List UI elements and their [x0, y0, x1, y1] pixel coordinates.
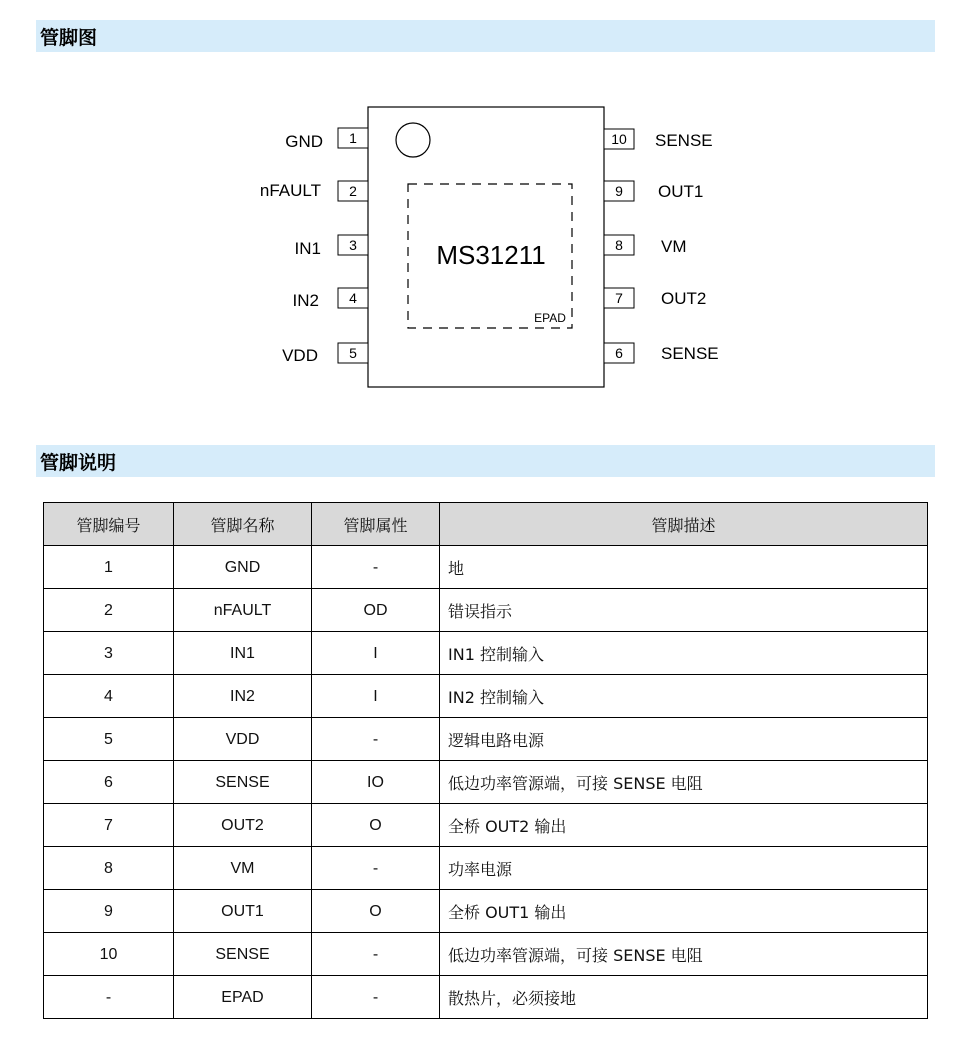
cell-desc: IN1 控制输入 [440, 632, 928, 675]
right-pin-6 [604, 343, 719, 363]
header-pin-desc: 管脚描述 [440, 503, 928, 546]
header-pin-name: 管脚名称 [174, 503, 312, 546]
cell-desc: 逻辑电路电源 [440, 718, 928, 761]
pin-label: SENSE [655, 131, 713, 150]
table-row [44, 675, 928, 718]
cell-attr: I [373, 688, 378, 705]
table-row [44, 546, 928, 589]
pin-label: VM [661, 237, 687, 256]
cell-num: 4 [104, 688, 113, 705]
pin-number: 1 [349, 130, 357, 146]
pin-label: SENSE [661, 344, 719, 363]
left-pin-3 [295, 235, 368, 258]
cell-attr: OD [363, 602, 388, 619]
cell-attr: O [369, 817, 382, 834]
header-pin-attr: 管脚属性 [312, 503, 440, 546]
left-pin-1 [285, 128, 368, 151]
right-pin-10 [604, 129, 713, 150]
pin-number: 4 [349, 290, 357, 306]
pin-number: 7 [615, 290, 623, 306]
cell-attr: - [372, 860, 379, 877]
pinout-section-title: 管脚图 [40, 27, 98, 49]
cell-name: SENSE [215, 946, 270, 963]
right-pin-8 [604, 235, 687, 256]
cell-attr: IO [367, 774, 384, 791]
cell-name: IN2 [230, 688, 255, 705]
pin-label: nFAULT [259, 181, 321, 200]
table-header-row [44, 503, 928, 546]
cell-num: 10 [99, 946, 118, 963]
cell-desc: 功率电源 [440, 847, 928, 890]
cell-name: OUT2 [221, 817, 264, 834]
cell-name: EPAD [221, 989, 264, 1006]
cell-attr: - [372, 946, 379, 963]
chip-name: MS31211 [436, 240, 546, 270]
cell-attr: - [372, 731, 379, 748]
right-pin-7 [604, 288, 706, 308]
pinout-section-header [36, 20, 935, 52]
cell-num: 3 [104, 645, 113, 662]
table-row [44, 589, 928, 632]
left-pin-4 [293, 288, 368, 310]
cell-attr: - [372, 559, 379, 576]
pin-label: OUT1 [658, 182, 704, 201]
cell-name: OUT1 [221, 903, 264, 920]
cell-num: 8 [104, 860, 113, 877]
right-pin-9 [604, 181, 703, 201]
pin-number: 3 [349, 237, 357, 253]
pin-number: 10 [611, 131, 627, 147]
table-row [44, 804, 928, 847]
cell-name: VDD [225, 731, 260, 748]
cell-desc: 错误指示 [440, 589, 928, 632]
pin-number: 2 [349, 183, 357, 199]
cell-attr: - [372, 989, 379, 1006]
cell-desc: 全桥 OUT1 输出 [440, 890, 928, 933]
cell-name: GND [224, 559, 261, 576]
description-section-header [36, 445, 935, 477]
pin-label: VDD [282, 346, 318, 365]
cell-name: nFAULT [213, 602, 272, 619]
table-row [44, 847, 928, 890]
pin-number: 5 [349, 345, 357, 361]
pin-label: OUT2 [661, 289, 707, 308]
pin-label: GND [285, 132, 323, 151]
pinout-diagram [0, 60, 971, 400]
cell-num: 6 [104, 774, 113, 791]
cell-desc: 全桥 OUT2 输出 [440, 804, 928, 847]
cell-num: - [105, 989, 112, 1006]
description-section-title: 管脚说明 [40, 452, 117, 474]
pin-label: IN1 [294, 239, 321, 258]
left-pin-2 [260, 181, 368, 201]
cell-num: 2 [104, 602, 113, 619]
cell-desc: 低边功率管源端，可接 SENSE 电阻 [440, 933, 928, 976]
cell-attr: O [369, 903, 382, 920]
cell-desc: IN2 控制输入 [440, 675, 928, 718]
pin-number: 9 [615, 183, 623, 199]
left-pin-5 [282, 343, 368, 365]
cell-num: 9 [104, 903, 113, 920]
cell-name: VM [230, 860, 255, 877]
epad-label: EPAD [534, 311, 566, 325]
cell-num: 1 [104, 559, 113, 576]
cell-desc: 地 [440, 546, 928, 589]
table-row [44, 890, 928, 933]
cell-attr: I [373, 645, 378, 662]
pin-number: 6 [615, 345, 623, 361]
table-row [44, 761, 928, 804]
table-row [44, 718, 928, 761]
table-row [44, 632, 928, 675]
pin-description-table [43, 502, 928, 1019]
header-pin-number: 管脚编号 [44, 503, 174, 546]
cell-num: 5 [104, 731, 113, 748]
pin-label: IN2 [292, 291, 319, 310]
table-row [44, 933, 928, 976]
cell-name: SENSE [215, 774, 270, 791]
cell-name: IN1 [230, 645, 255, 662]
cell-num: 7 [104, 817, 113, 834]
cell-desc: 低边功率管源端，可接 SENSE 电阻 [440, 761, 928, 804]
pin-number: 8 [615, 237, 623, 253]
cell-desc: 散热片，必须接地 [440, 976, 928, 1019]
table-row [44, 976, 928, 1019]
